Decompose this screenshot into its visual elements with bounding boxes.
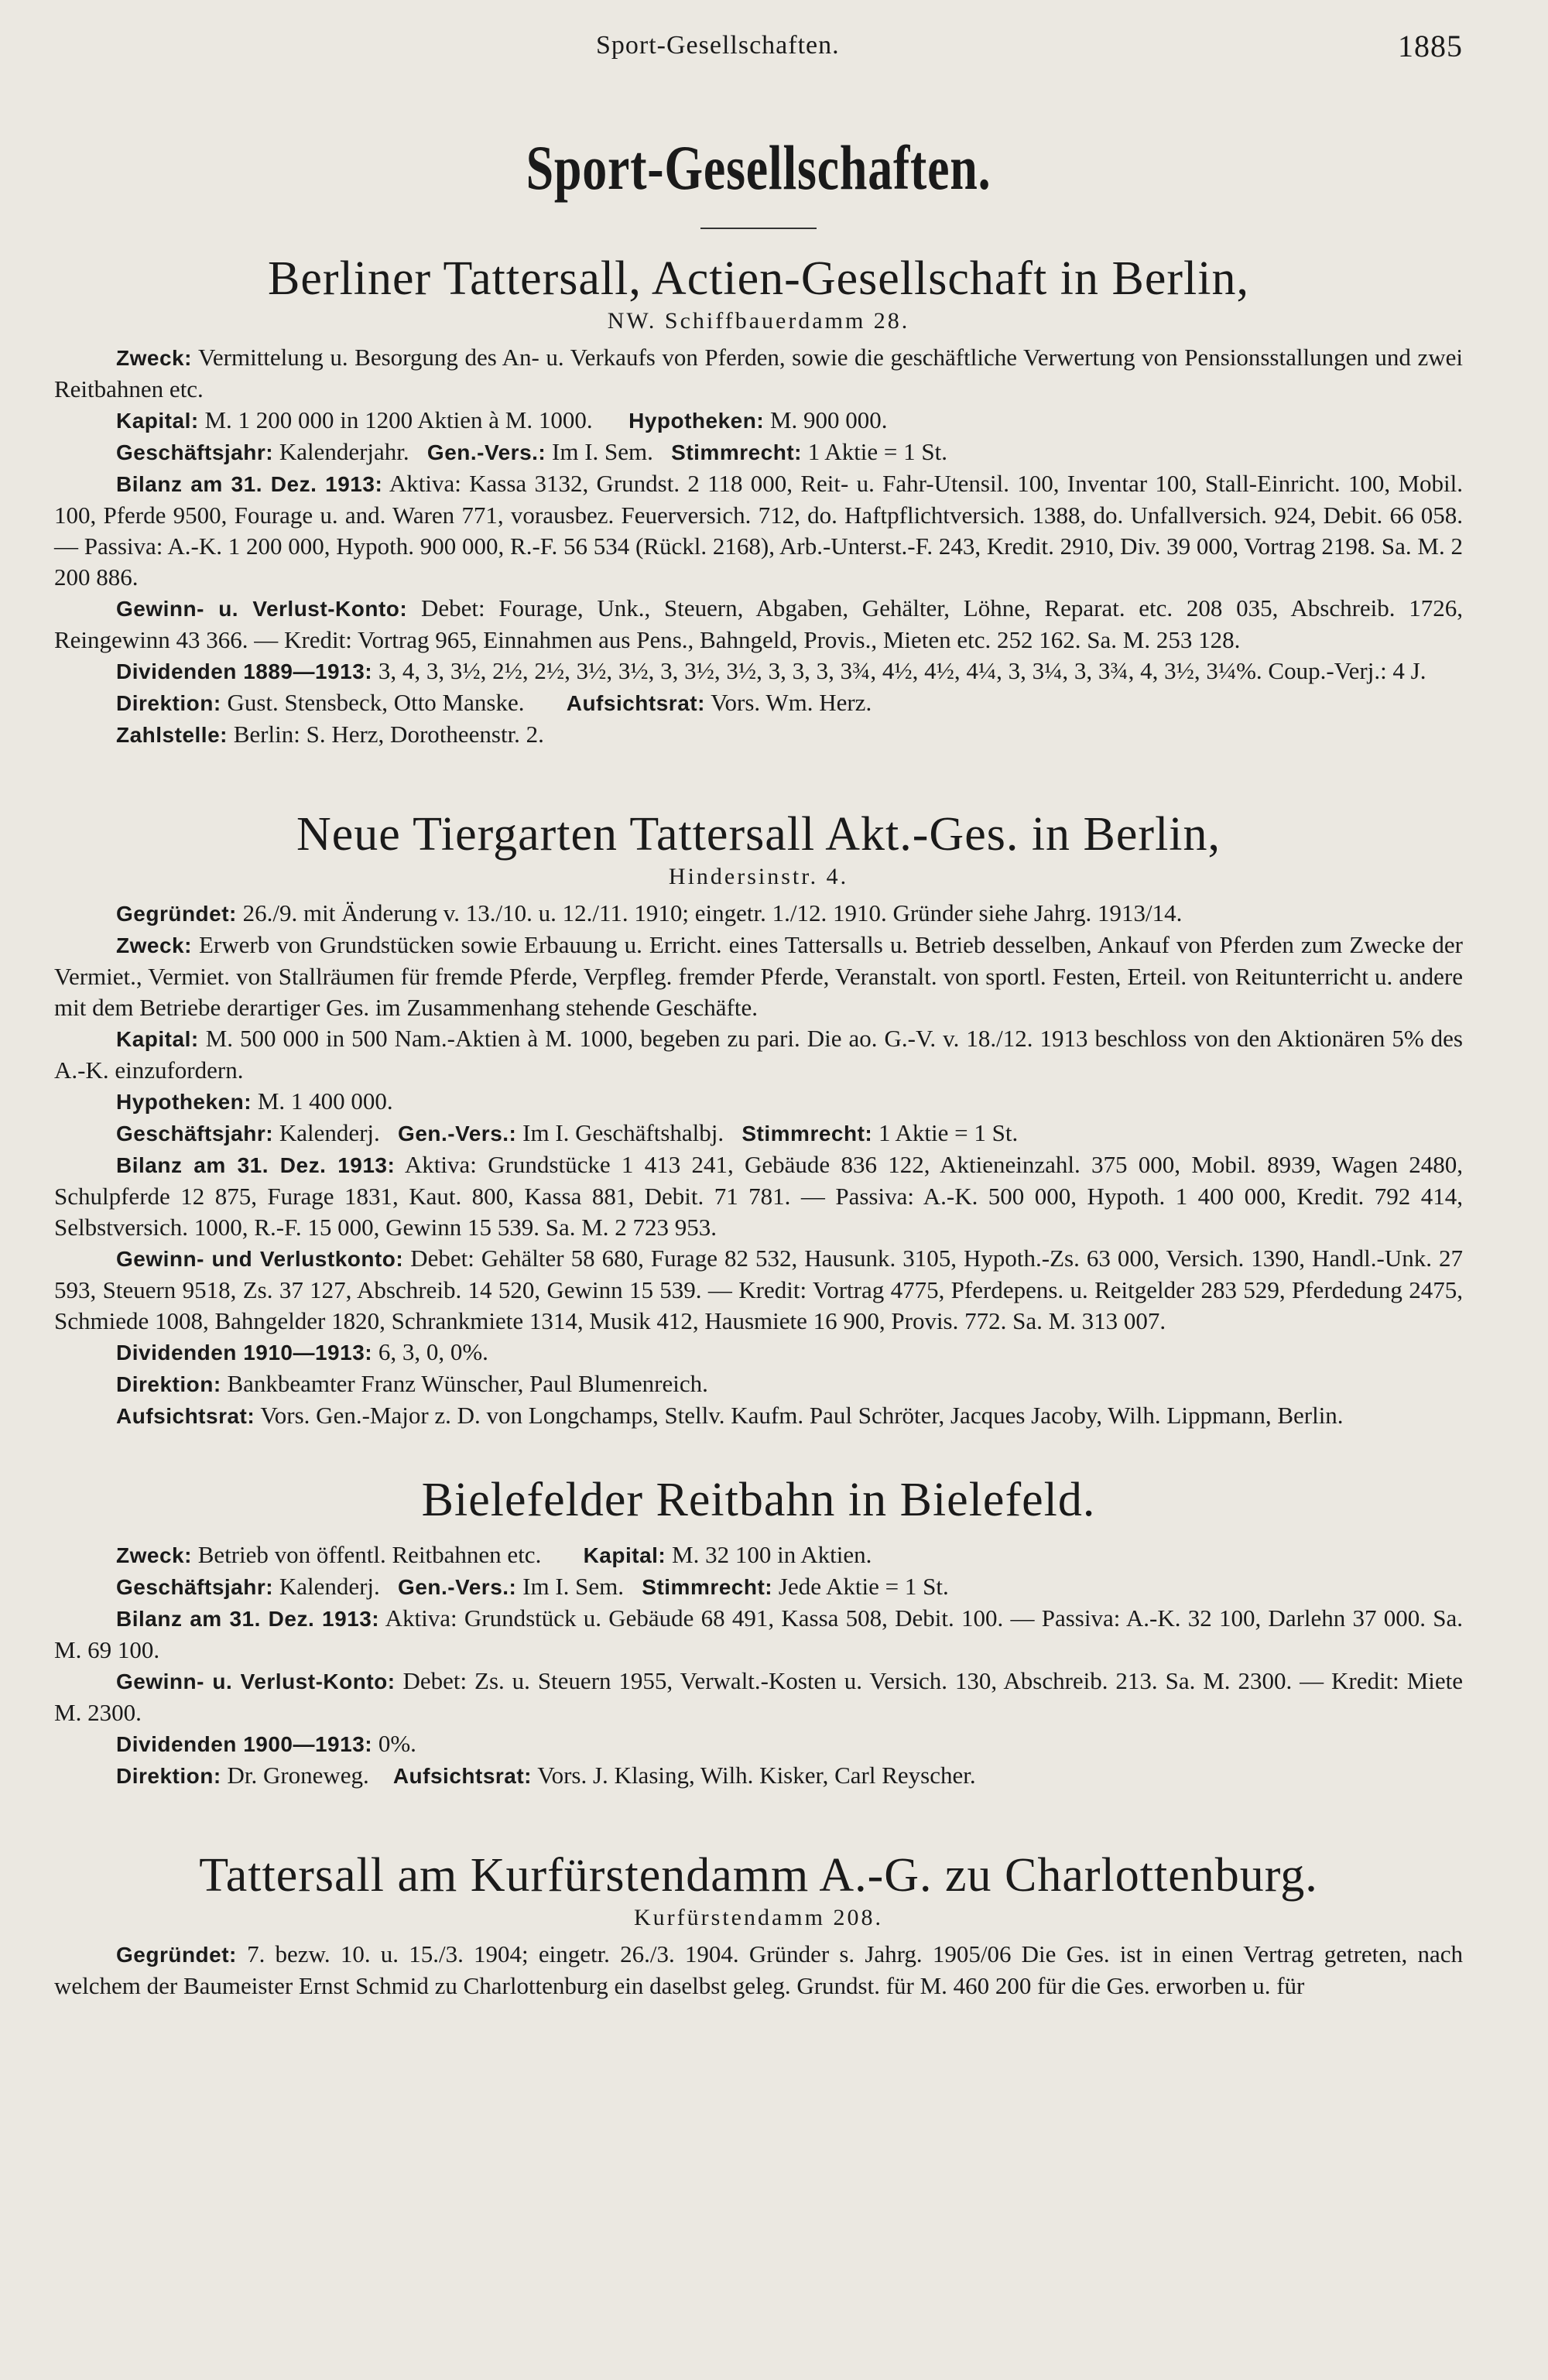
field-text: Kalenderj.	[279, 1119, 380, 1147]
field-label: Geschäftsjahr:	[116, 1122, 274, 1146]
field-text: Vors. Wm. Herz.	[711, 689, 872, 717]
field-label: Bilanz am 31. Dez. 1913:	[116, 472, 383, 497]
section-title: Sport-Gesellschaften.	[526, 132, 991, 203]
entry-paragraph	[54, 1760, 1463, 1792]
field-text: Aktiva: Grundstück u. Gebäude 68 491, Kassa 508, Debit. 100. — Passiva: A.-K. 32 100, Darlehn 37 000. Sa. M. 69 100.	[54, 1604, 1463, 1663]
company-entry	[54, 1849, 1463, 2002]
field-label: Gegründet:	[116, 902, 237, 926]
field-label: Stimmrecht:	[741, 1122, 873, 1146]
entry-paragraph	[54, 1571, 1463, 1603]
field-label: Geschäftsjahr:	[116, 1574, 274, 1599]
field-label: Aufsichtsrat:	[392, 1763, 533, 1788]
title-rule	[700, 228, 817, 229]
field-label: Bilanz am 31. Dez. 1913:	[116, 1153, 396, 1178]
field-text: Berlin: S. Herz, Dorotheenstr. 2.	[233, 721, 544, 748]
field-label: Dividenden 1889—1913:	[116, 659, 373, 684]
field-label: Hypotheken:	[628, 409, 765, 433]
entry-paragraph	[54, 1243, 1463, 1337]
field-text: 0%.	[378, 1729, 416, 1757]
field-text: 3, 4, 3, 3½, 2½, 2½, 3½, 3½, 3, 3½, 3½, 3, 3, 3, 3¾, 4½, 4½, 4¼, 3, 3¼, 3, 3¾, 4, 3½, 3¼%. Coup.-Verj.: 4 J.	[378, 657, 1426, 685]
field-text: 1 Aktie = 1 St.	[807, 438, 948, 466]
company-address: Kurfürstendamm 208.	[634, 1904, 883, 1930]
field-text: Dr. Groneweg.	[227, 1761, 369, 1789]
field-label: Zweck:	[116, 346, 192, 371]
entry-paragraph	[54, 1728, 1463, 1760]
entry-paragraph	[54, 1603, 1463, 1666]
entry-paragraph	[54, 468, 1463, 593]
field-text: Im I. Geschäftshalbj.	[522, 1119, 724, 1147]
entry-paragraph	[54, 719, 1463, 751]
page-number: 1885	[1398, 29, 1463, 63]
field-label: Geschäftsjahr:	[116, 440, 274, 465]
field-text: M. 32 100 in Aktien.	[672, 1540, 872, 1568]
company-title: Berliner Tattersall, Actien-Gesellschaft in Berlin,	[268, 252, 1249, 305]
entry-paragraph	[54, 342, 1463, 405]
field-text: M. 500 000 in 500 Nam.-Aktien à M. 1000, begeben zu pari. Die ao. G.-V. v. 18./12. 1913 beschloss von den Aktionären 5% des A.-K. einzufordern.	[54, 1025, 1463, 1084]
field-text: Aktiva: Kassa 3132, Grundst. 2 118 000, Reit- u. Fahr-Utensil. 100, Inventar 100, Stall-Einricht. 100, Mobil. 100, Pferde 9500, Fourage u. and. Waren 771, vorausbez. Feuerversich. 712, do. Haftpflichtversich. 1388, do. Unfallversich. 924, Debit. 66 058. — Passiva: A.-K. 1 200 000, Hypoth. 900 000, R.-F. 56 534 (Rückl. 2168), Arb.-Unterst.-F. 243, Kredit. 2910, Div. 39 000, Vortrag 2198. Sa. M. 2 200 886.	[54, 470, 1463, 591]
field-label: Zweck:	[116, 933, 192, 958]
field-text: M. 1 400 000.	[257, 1087, 393, 1115]
field-label: Hypotheken:	[116, 1090, 252, 1115]
field-label: Stimmrecht:	[642, 1574, 773, 1599]
field-label: Dividenden 1910—1913:	[116, 1341, 373, 1365]
entry-paragraph	[54, 593, 1463, 656]
entry-paragraph	[54, 1149, 1463, 1243]
field-label: Zahlstelle:	[116, 723, 228, 748]
entry-paragraph	[54, 1939, 1463, 2002]
field-text: Aktiva: Grundstücke 1 413 241, Gebäude 836 122, Aktieneinzahl. 375 000, Mobil. 8939, Wagen 2480, Schulpferde 12 875, Furage 1831, Kaut. 800, Kassa 881, Debit. 71 781. — Passiva: A.-K. 500 000, Hypoth. 1 400 000, Kredit. 792 414, Selbstversich. 1000, R.-F. 15 000, Gewinn 15 539. Sa. M. 2 723 953.	[54, 1151, 1464, 1241]
entry-paragraph	[54, 1118, 1463, 1149]
entry-paragraph	[54, 1086, 1463, 1118]
field-text: Debet: Fourage, Unk., Steuern, Abgaben, Gehälter, Löhne, Reparat. etc. 208 035, Abschreib. 1726, Reingewinn 43 366. — Kredit: Vortrag 965, Einnahmen aus Pens., Bahngeld, Provis., Mieten etc. 252 162. Sa. M. 253 128.	[54, 594, 1464, 654]
company-address: NW. Schiffbauerdamm 28.	[607, 308, 910, 334]
field-label: Aufsichtsrat:	[116, 1404, 255, 1429]
field-text: Vors. J. Klasing, Wilh. Kisker, Carl Reyscher.	[537, 1761, 976, 1789]
field-label: Bilanz am 31. Dez. 1913:	[116, 1606, 380, 1631]
entry-paragraph	[54, 1368, 1463, 1400]
field-label: Gen.-Vers.:	[426, 440, 546, 465]
field-text: Betrieb von öffentl. Reitbahnen etc.	[197, 1540, 542, 1568]
entry-paragraph	[54, 1337, 1463, 1368]
field-label: Gewinn- und Verlustkonto:	[116, 1247, 404, 1272]
field-label: Aufsichtsrat:	[566, 691, 705, 716]
field-text: Im I. Sem.	[552, 438, 653, 466]
entry-paragraph	[54, 930, 1463, 1023]
field-text: Gust. Stensbeck, Otto Manske.	[227, 689, 525, 717]
company-title: Tattersall am Kurfürstendamm A.-G. zu Charlottenburg.	[199, 1848, 1318, 1902]
entry-paragraph	[54, 437, 1463, 468]
field-text: Kalenderjahr.	[279, 438, 409, 466]
company-entry	[54, 252, 1463, 751]
field-text: Vermittelung u. Besorgung des An- u. Verkaufs von Pferden, sowie die geschäftliche Verwertung von Pensionsstallungen und zwei Reitbahnen etc.	[54, 344, 1463, 403]
field-text: M. 900 000.	[769, 406, 888, 434]
field-text: 26./9. mit Änderung v. 13./10. u. 12./11. 1910; eingetr. 1./12. 1910. Gründer siehe Jahrg. 1913/14.	[242, 899, 1183, 927]
entry-paragraph	[54, 1666, 1463, 1728]
field-text: Vors. Gen.-Major z. D. von Longchamps, Stellv. Kaufm. Paul Schröter, Jacques Jacoby, Wilh. Lippmann, Berlin.	[260, 1402, 1344, 1430]
field-label: Dividenden 1900—1913:	[116, 1731, 373, 1756]
field-label: Direktion:	[116, 1372, 221, 1397]
running-title: Sport-Gesellschaften.	[596, 31, 840, 60]
field-label: Kapital:	[116, 1027, 199, 1052]
entry-paragraph	[54, 687, 1463, 719]
entry-paragraph	[54, 405, 1463, 437]
company-entry	[54, 808, 1463, 1432]
field-text: Debet: Gehälter 58 680, Furage 82 532, Hausunk. 3105, Hypoth.-Zs. 63 000, Versich. 1390, Handl.-Unk. 27 593, Steuern 9518, Zs. 37 127, Abschreib. 14 520, Gewinn 15 539. — Kredit: Vortrag 4775, Pferdepens. u. Reitgelder 283 529, Pferdedung 2475, Schmiede 1008, Bahngelder 1820, Schrankmiete 1314, Musik 412, Hausmiete 16 900, Provis. 772. Sa. M. 313 007.	[54, 1245, 1463, 1335]
field-label: Direktion:	[116, 1763, 221, 1788]
field-label: Gen.-Vers.:	[398, 1574, 517, 1599]
field-label: Gewinn- u. Verlust-Konto:	[116, 1669, 396, 1693]
field-text: Debet: Zs. u. Steuern 1955, Verwalt.-Kosten u. Versich. 130, Abschreib. 213. Sa. M. 2300. — Kredit: Miete M. 2300.	[54, 1666, 1464, 1726]
field-label: Kapital:	[116, 409, 199, 433]
field-label: Kapital:	[583, 1543, 666, 1567]
field-text: 1 Aktie = 1 St.	[878, 1119, 1019, 1147]
company-title: Bielefelder Reitbahn in Bielefeld.	[421, 1474, 1096, 1527]
field-text: 7. bezw. 10. u. 15./3. 1904; eingetr. 26./3. 1904. Gründer s. Jahrg. 1905/06 Die Ges. ist in einen Vertrag getreten, nach welchem der Baumeister Ernst Schmid zu Charlottenburg ein daselbst geleg. Grundst. für M. 460 200 für die Ges. erworben u. für	[54, 1940, 1463, 1999]
entry-paragraph	[54, 898, 1463, 930]
field-label: Gewinn- u. Verlust-Konto:	[116, 597, 408, 622]
entry-paragraph	[54, 1023, 1463, 1086]
company-title: Neue Tiergarten Tattersall Akt.-Ges. in Berlin,	[296, 808, 1221, 861]
field-text: Bankbeamter Franz Wünscher, Paul Blumenreich.	[227, 1370, 708, 1398]
field-label: Gegründet:	[116, 1942, 237, 1967]
company-entry	[54, 1474, 1463, 1791]
entry-paragraph	[54, 656, 1463, 687]
field-text: Im I. Sem.	[522, 1572, 625, 1600]
field-label: Zweck:	[116, 1543, 192, 1567]
field-text: Jede Aktie = 1 St.	[778, 1572, 949, 1600]
field-text: Kalenderj.	[279, 1572, 380, 1600]
field-text: 6, 3, 0, 0%.	[378, 1338, 488, 1366]
field-text: Erwerb von Grundstücken sowie Erbauung u. Erricht. eines Tattersalls u. Betrieb desselben, Ankauf von Pferden zum Zwecke der Vermiet., Vermiet. von Stallräumen für fremde Pferde, Verpfleg. fremder Pferde, Veranstalt. von sportl. Festen, Erteil. von Reitunterricht u. andere mit dem Betriebe derartiger Ges. im Zusammenhang stehende Geschäfte.	[54, 931, 1463, 1022]
entry-paragraph	[54, 1400, 1463, 1432]
field-label: Stimmrecht:	[671, 440, 803, 465]
field-label: Gen.-Vers.:	[398, 1122, 517, 1146]
entry-paragraph	[54, 1539, 1463, 1571]
field-text: M. 1 200 000 in 1200 Aktien à M. 1000.	[204, 406, 593, 434]
field-label: Direktion:	[116, 691, 221, 716]
running-header	[54, 23, 1463, 77]
company-address: Hindersinstr. 4.	[668, 864, 849, 890]
